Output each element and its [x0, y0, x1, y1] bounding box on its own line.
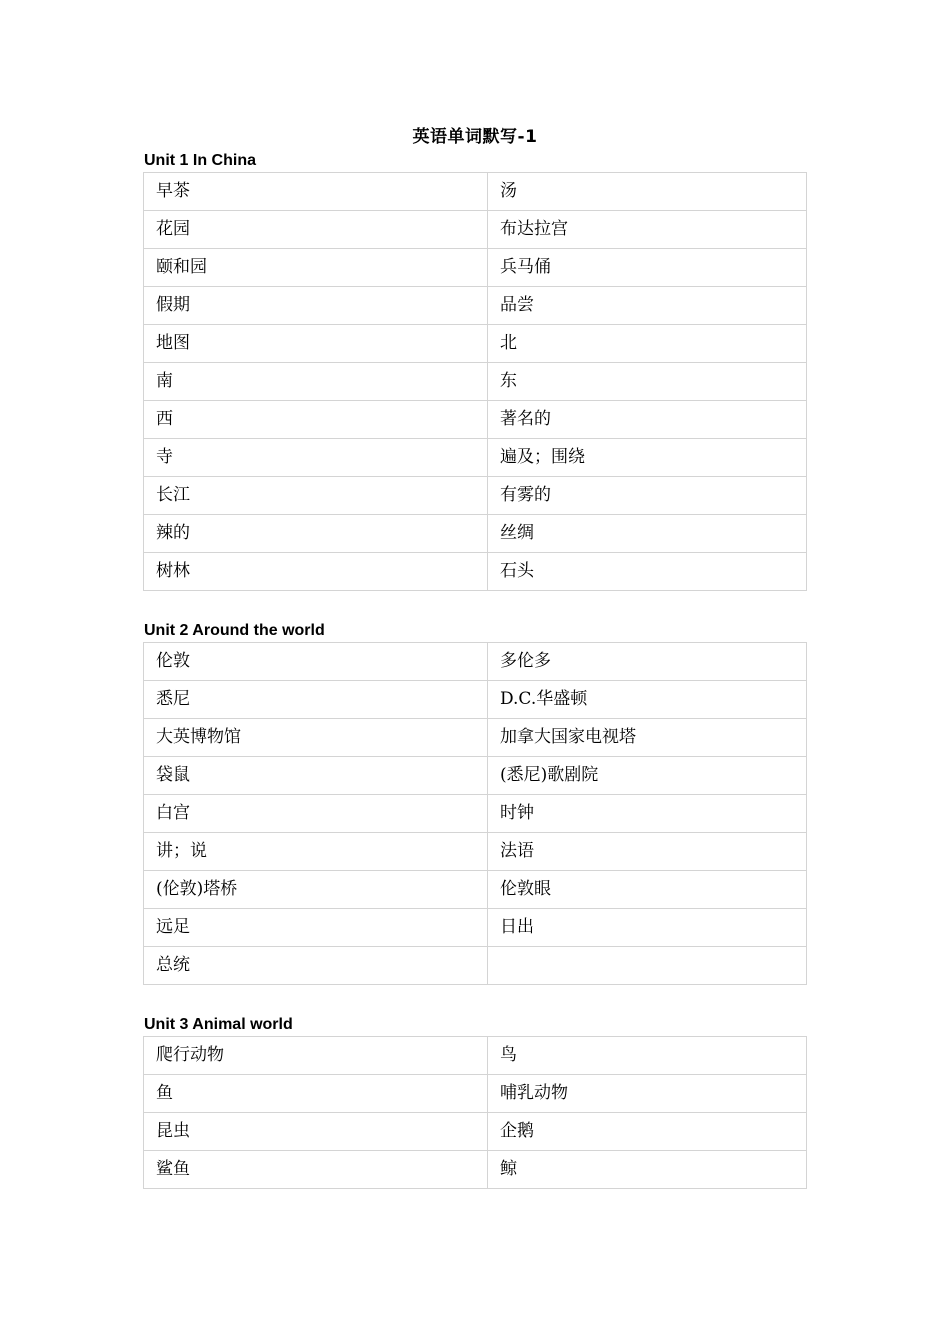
- vocab-cell: 花园: [144, 211, 488, 249]
- vocab-cell: 多伦多: [488, 643, 807, 681]
- table-row: [144, 363, 807, 401]
- table-row: [144, 287, 807, 325]
- table-row: [144, 1037, 807, 1075]
- vocab-cell: 昆虫: [144, 1113, 488, 1151]
- vocab-cell: 悉尼: [144, 681, 488, 719]
- vocab-cell: 袋鼠: [144, 757, 488, 795]
- vocab-cell: 伦敦眼: [488, 871, 807, 909]
- table-row: [144, 681, 807, 719]
- vocab-cell: 爬行动物: [144, 1037, 488, 1075]
- vocab-cell: 企鹅: [488, 1113, 807, 1151]
- table-row: [144, 249, 807, 287]
- table-row: [144, 477, 807, 515]
- vocab-cell: [488, 947, 807, 985]
- vocab-cell: 哺乳动物: [488, 1075, 807, 1113]
- table-row: [144, 553, 807, 591]
- vocab-cell: 东: [488, 363, 807, 401]
- table-row: [144, 757, 807, 795]
- vocab-cell: 早茶: [144, 173, 488, 211]
- vocab-cell: 远足: [144, 909, 488, 947]
- unit-section: [143, 1014, 807, 1189]
- vocab-cell: 品尝: [488, 287, 807, 325]
- vocab-cell: 丝绸: [488, 515, 807, 553]
- vocab-cell: (悉尼)歌剧院: [488, 757, 807, 795]
- vocab-cell: D.C.华盛顿: [488, 681, 807, 719]
- vocab-cell: 颐和园: [144, 249, 488, 287]
- vocab-cell: 长江: [144, 477, 488, 515]
- table-row: [144, 439, 807, 477]
- table-row: [144, 909, 807, 947]
- table-row: [144, 871, 807, 909]
- table-row: [144, 833, 807, 871]
- vocab-cell: (伦敦)塔桥: [144, 871, 488, 909]
- table-row: [144, 1113, 807, 1151]
- vocab-cell: 布达拉宫: [488, 211, 807, 249]
- vocab-cell: 鸟: [488, 1037, 807, 1075]
- vocab-cell: 北: [488, 325, 807, 363]
- vocab-cell: 加拿大国家电视塔: [488, 719, 807, 757]
- vocab-cell: 树林: [144, 553, 488, 591]
- table-row: [144, 211, 807, 249]
- unit-heading: Unit 1 In China: [144, 152, 256, 169]
- vocab-cell: 鱼: [144, 1075, 488, 1113]
- vocab-cell: 法语: [488, 833, 807, 871]
- vocab-cell: 寺: [144, 439, 488, 477]
- vocab-cell: 西: [144, 401, 488, 439]
- vocab-cell: 南: [144, 363, 488, 401]
- unit-heading: Unit 3 Animal world: [144, 1016, 293, 1033]
- vocab-cell: 辣的: [144, 515, 488, 553]
- unit-heading: Unit 2 Around the world: [144, 622, 325, 639]
- vocab-table: [143, 172, 807, 591]
- vocab-cell: 遍及；围绕: [488, 439, 807, 477]
- table-row: [144, 947, 807, 985]
- unit-section: [143, 150, 807, 591]
- table-row: [144, 795, 807, 833]
- vocab-cell: 时钟: [488, 795, 807, 833]
- vocab-cell: 汤: [488, 173, 807, 211]
- vocab-cell: 有雾的: [488, 477, 807, 515]
- vocab-cell: 鲸: [488, 1151, 807, 1189]
- table-row: [144, 401, 807, 439]
- table-row: [144, 643, 807, 681]
- vocab-table: [143, 1036, 807, 1189]
- vocab-cell: 石头: [488, 553, 807, 591]
- vocab-cell: 兵马俑: [488, 249, 807, 287]
- vocab-cell: 日出: [488, 909, 807, 947]
- table-row: [144, 325, 807, 363]
- table-row: [144, 1151, 807, 1189]
- unit-section: [143, 620, 807, 985]
- table-row: [144, 515, 807, 553]
- vocab-cell: 鲨鱼: [144, 1151, 488, 1189]
- vocab-cell: 白宫: [144, 795, 488, 833]
- vocab-table: [143, 642, 807, 985]
- vocab-cell: 伦敦: [144, 643, 488, 681]
- table-row: [144, 1075, 807, 1113]
- page-title: 英语单词默写-1: [412, 127, 538, 147]
- vocab-cell: 著名的: [488, 401, 807, 439]
- vocab-cell: 讲；说: [144, 833, 488, 871]
- vocab-cell: 假期: [144, 287, 488, 325]
- table-row: [144, 173, 807, 211]
- vocab-cell: 地图: [144, 325, 488, 363]
- vocab-cell: 总统: [144, 947, 488, 985]
- vocab-cell: 大英博物馆: [144, 719, 488, 757]
- table-row: [144, 719, 807, 757]
